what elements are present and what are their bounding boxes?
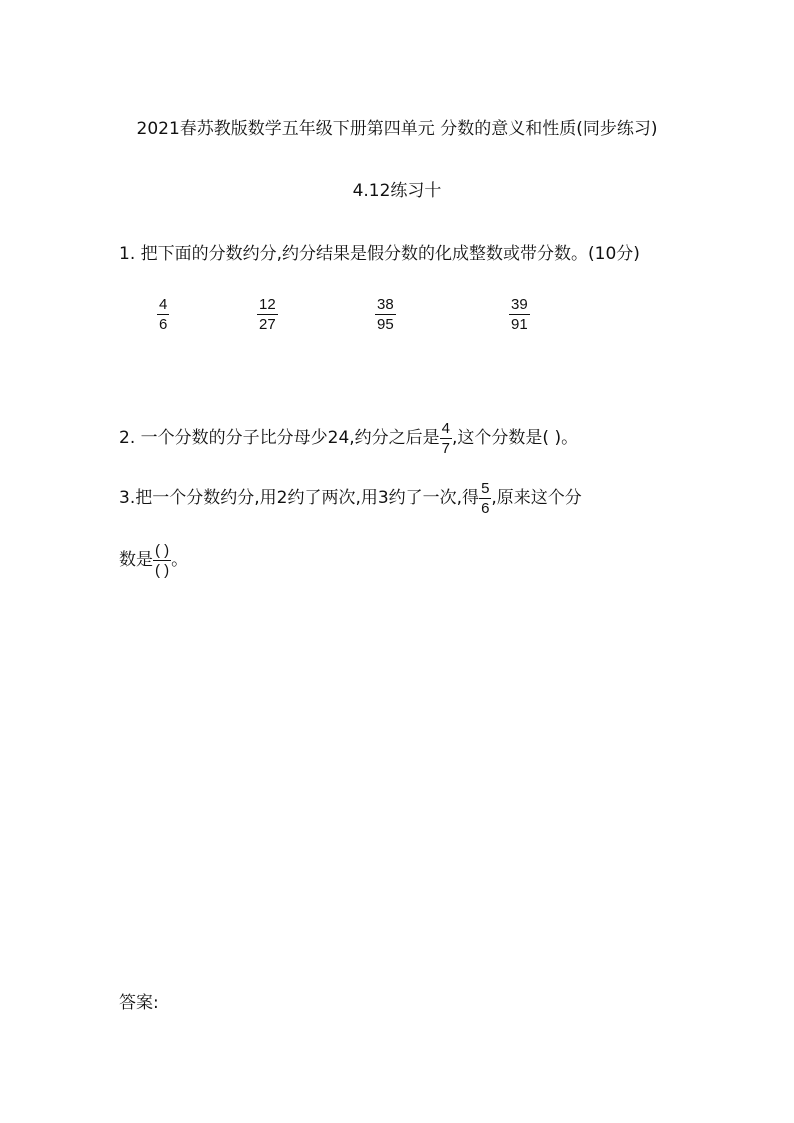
fraction-numerator: 4: [159, 296, 168, 313]
answer-blank-denominator[interactable]: ( ): [155, 561, 170, 579]
question-3-line-1: [119, 478, 582, 518]
question-1-fraction-2: [257, 296, 278, 333]
page-title: 2021春苏教版数学五年级下册第四单元 分数的意义和性质(同步练习): [136, 119, 658, 139]
fraction-numerator: 4: [441, 419, 451, 437]
answer-blank-fraction[interactable]: [153, 542, 171, 579]
fraction-denominator: 27: [259, 316, 276, 333]
fraction-numerator: 39: [511, 296, 528, 313]
section-subtitle: 4.12练习十: [352, 181, 442, 201]
question-3-line-2-text: 数是: [119, 550, 153, 570]
fraction-numerator: 12: [259, 296, 276, 313]
question-3-text-after: ,原来这个分: [491, 488, 582, 508]
question-2-text-before: 2. 一个分数的分子比分母少24,约分之后是: [119, 428, 440, 448]
fraction-denominator: 6: [159, 316, 168, 333]
question-3-line-2: [119, 540, 188, 580]
question-1-fraction-3: [375, 296, 396, 333]
question-1-text: 1. 把下面的分数约分,约分结果是假分数的化成整数或带分数。(10分): [119, 244, 640, 264]
question-2: [119, 418, 578, 458]
question-2-text-after: ,这个分数是( )。: [452, 428, 579, 448]
answer-blank-numerator[interactable]: ( ): [155, 541, 170, 559]
question-1-fraction-1: [157, 296, 169, 333]
fraction-denominator: 95: [377, 316, 394, 333]
question-3-text-before: 3.把一个分数约分,用2约了两次,用3约了一次,得: [119, 488, 480, 508]
question-1-fraction-4: [509, 296, 530, 333]
answer-label: 答案:: [119, 993, 159, 1013]
fraction-denominator: 6: [481, 499, 490, 517]
question-3-line-2-end: 。: [171, 550, 189, 570]
fraction-numerator: 5: [481, 479, 490, 497]
fraction-numerator: 38: [377, 296, 394, 313]
question-3-fraction: [479, 480, 491, 517]
fraction-denominator: 91: [511, 316, 528, 333]
fraction-denominator: 7: [441, 439, 451, 457]
question-2-fraction: [440, 420, 452, 457]
